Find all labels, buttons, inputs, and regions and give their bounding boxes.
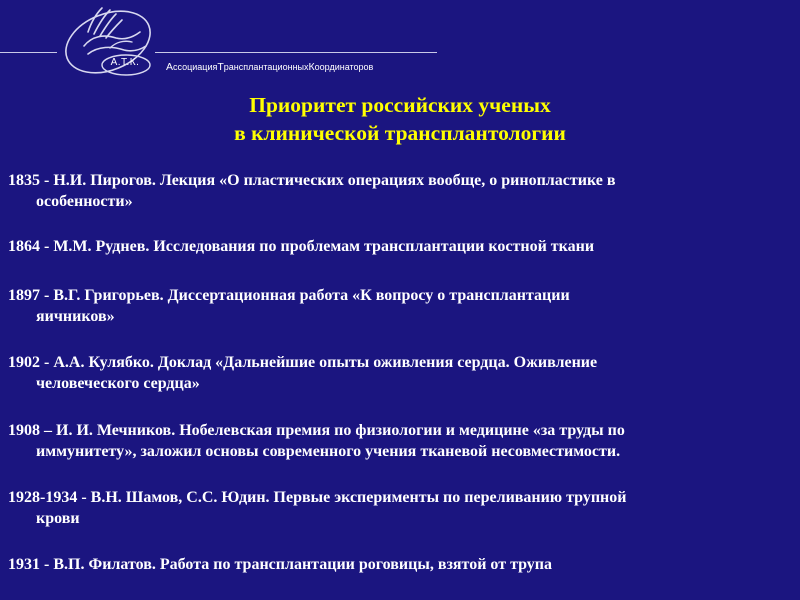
slide-title-line-1: Приоритет российских ученых: [249, 93, 551, 117]
header-divider-left: [0, 52, 57, 53]
list-item: 1864 - М.М. Руднев. Исследования по проблемам трансплантации костной ткани: [8, 238, 595, 255]
list-item: 1902 - А.А. Кулябко. Доклад «Дальнейшие опыты оживления сердца. Оживление человеческого сердца»: [8, 354, 598, 392]
list-item: 1931 - В.П. Филатов. Работа по трансплантации роговицы, взятой от трупа: [8, 556, 553, 573]
list-item: 1897 - В.Г. Григорьев. Диссертационная работа «К вопросу о трансплантации яичников»: [8, 287, 570, 325]
header-divider-right: [155, 52, 437, 53]
list-item: 1928-1934 - В.Н. Шамов, С.С. Юдин. Первые эксперименты по переливанию трупной крови: [8, 489, 627, 527]
slide-title: [0, 91, 800, 147]
slide-title-line-2: в клинической трансплантологии: [234, 121, 566, 145]
logo-abbreviation: А.Т.К.: [110, 57, 140, 68]
list-item: 1835 - Н.И. Пирогов. Лекция «О пластических операциях вообще, о ринопластике в особенности»: [8, 172, 616, 210]
list-item: 1908 – И. И. Мечников. Нобелевская премия по физиологии и медицине «за труды по иммунитету», заложил основы современного учения тканевой несовместимости.: [8, 422, 625, 460]
organization-name: АссоциацияТрансплантационныхКоординаторов: [166, 61, 374, 73]
